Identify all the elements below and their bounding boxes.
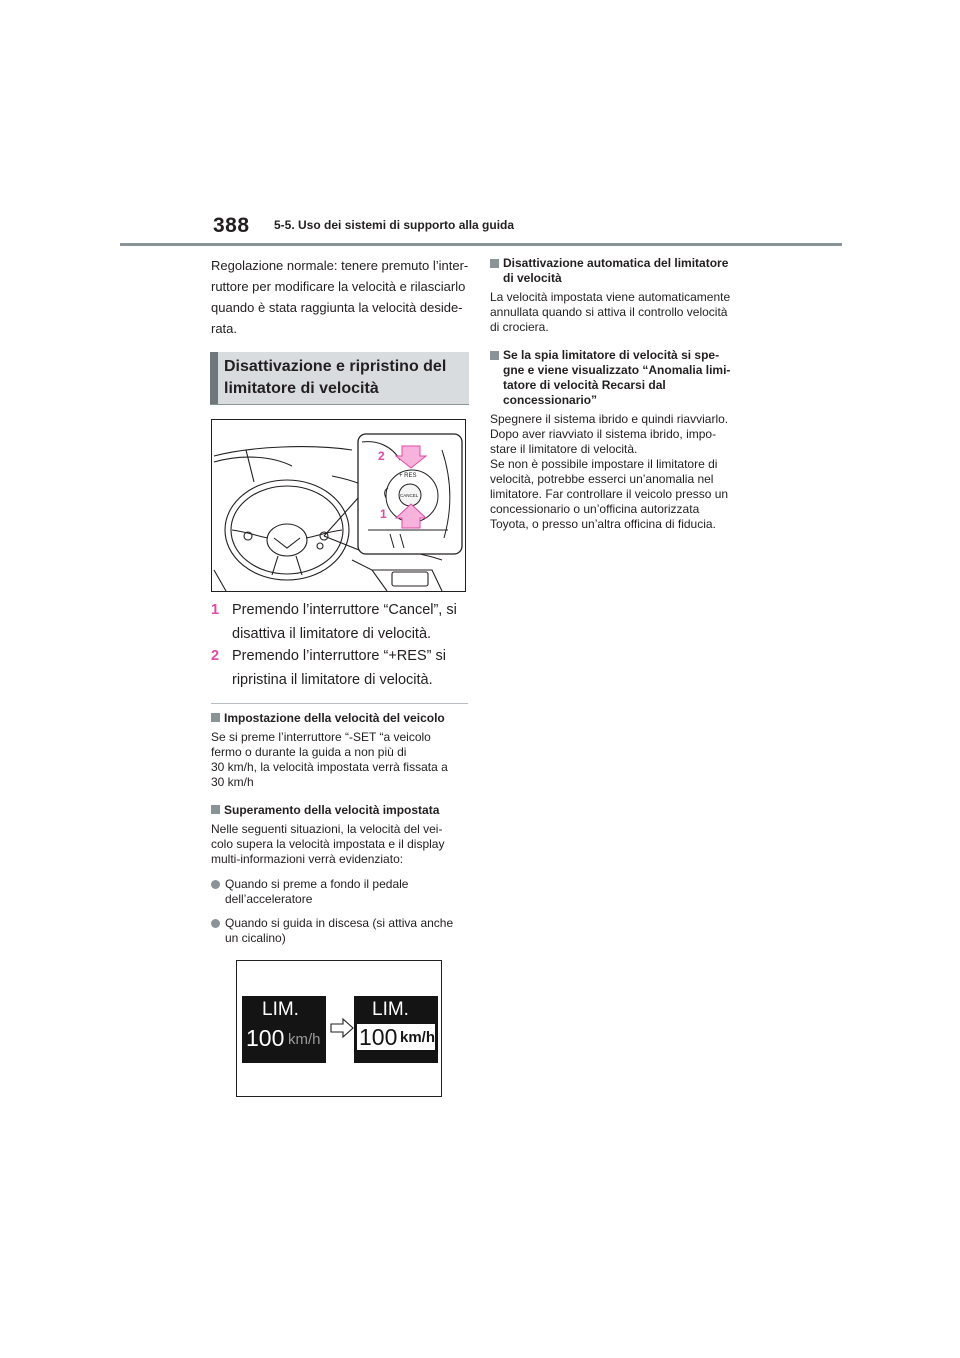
list-item: [211, 916, 473, 950]
subsection-title: Disattivazione e ripristino del limitatore di velocità: [224, 358, 447, 397]
step-text: Premendo l’interruttore “+RES” si ripristina il limitatore di velocità.: [232, 648, 446, 688]
note-title-text: Impostazione della velocità del veicolo: [224, 711, 445, 725]
display-highlighted: [354, 996, 438, 1063]
subsection-heading: [210, 352, 469, 405]
note-body: Se si preme l’interruttore “-SET “a veicolo fermo o durante la guida a non più di 30 km/h, la velocità impostata verrà fissata a 30 km/h: [211, 730, 448, 789]
lim-value: 100: [359, 1024, 398, 1050]
note-body: La velocità impostata viene automaticamente annullata quando si attiva il controllo velocità di crociera.: [490, 290, 731, 334]
note-body: Nelle seguenti situazioni, la velocità del vei- colo supera la velocità impostata e il display multi-informazioni verrà evidenziato:: [211, 822, 445, 866]
note-title-text: Disattivazione automatica del limitatore di velocità: [503, 256, 729, 285]
lim-label: LIM.: [372, 999, 409, 1020]
note-speed-setting: [211, 711, 473, 790]
callout-1: 1: [380, 507, 387, 521]
header-rule: [120, 243, 842, 246]
lim-unit: km/h: [400, 1029, 436, 1046]
steering-wheel-illustration: [212, 420, 465, 591]
page-number: 388: [213, 214, 250, 237]
list-item-text: Quando si guida in discesa (si attiva anche un cicalino): [225, 916, 454, 945]
round-bullet-icon: [211, 880, 220, 889]
note-body: Spegnere il sistema ibrido e quindi riavviarlo. Dopo aver riavviato il sistema ibrido, impo- stare il limitatore di velocità. Se non è possibile impostare il limitatore di velocità, potrebbe esserci un’anomalia nel limitatore. Far controllare il veicolo presso un concessionario o un’officina autorizzata Toyota, o presso un’altra officina di fiducia.: [490, 412, 729, 531]
square-bullet-icon: [490, 259, 499, 268]
round-bullet-icon: [211, 919, 220, 928]
display-normal: [242, 996, 326, 1063]
arrow-right-icon: [329, 1017, 355, 1039]
note-title-text: Superamento della velocità impostata: [224, 803, 440, 817]
lim-label: LIM.: [262, 999, 299, 1020]
note-title: [490, 348, 752, 408]
step-item: [211, 598, 473, 646]
step-item: [211, 644, 473, 692]
note-title: [490, 256, 752, 286]
section-divider: [211, 703, 468, 704]
step-number: 2: [211, 648, 220, 664]
highlight-box: [357, 1024, 435, 1050]
square-bullet-icon: [211, 805, 220, 814]
note-title: [211, 803, 473, 818]
step-text: Premendo l’interruttore “Cancel”, si disattiva il limitatore di velocità.: [232, 602, 457, 642]
steering-wheel-figure: [211, 419, 466, 592]
cancel-button-label: CANCEL: [400, 493, 419, 498]
list-item: [211, 877, 473, 911]
intro-paragraph: [211, 255, 473, 339]
callout-2: 2: [378, 449, 385, 463]
lim-value: 100: [246, 1025, 285, 1051]
list-item-text: Quando si preme a fondo il pedale dell’acceleratore: [225, 877, 409, 906]
intro-text: Regolazione normale: tenere premuto l’inter- ruttore per modificare la velocità e rilasciarlo quando è stata raggiunta la velocità deside- rata.: [211, 258, 469, 336]
section-title: 5-5. Uso dei sistemi di supporto alla guida: [274, 218, 515, 232]
speed-limit-display-figure: [236, 960, 442, 1097]
note-overspeed: [211, 803, 473, 867]
note-title-text: Se la spia limitatore di velocità si spe- gne e viene visualizzato “Anomalia limi- tatore di velocità Recarsi dal concessionario”: [503, 348, 731, 407]
subsection-bar: [210, 352, 218, 405]
subsection-underline: [210, 404, 469, 405]
res-button-label: + RES: [399, 473, 417, 479]
note-anomaly: [490, 348, 752, 532]
note-title: [211, 711, 473, 726]
step-number: 1: [211, 602, 220, 618]
square-bullet-icon: [211, 713, 220, 722]
lim-unit: km/h: [288, 1031, 321, 1048]
note-auto-deactivation: [490, 256, 752, 335]
square-bullet-icon: [490, 351, 499, 360]
